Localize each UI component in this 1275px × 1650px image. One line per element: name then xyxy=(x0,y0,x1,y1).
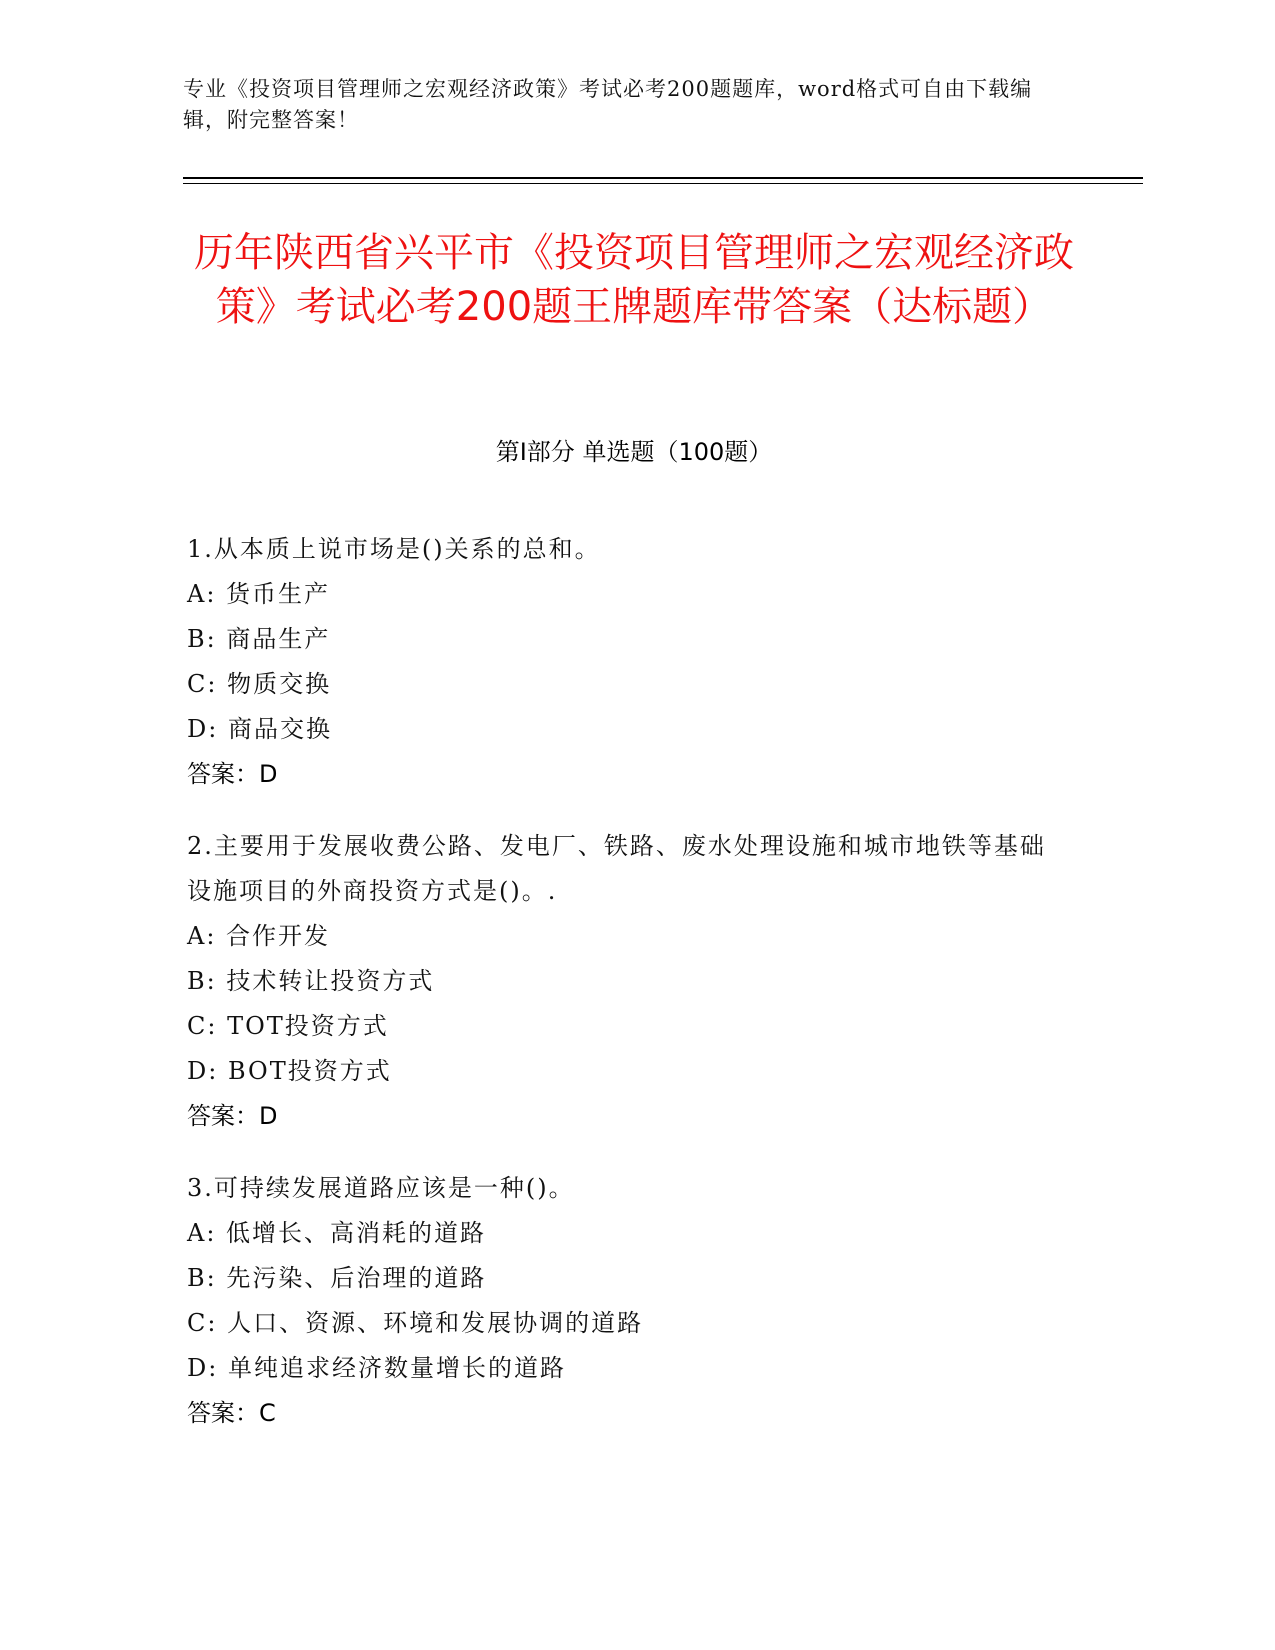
header-note: 专业《投资项目管理师之宏观经济政策》考试必考200题题库，word格式可自由下载编辑，附完整答案！ xyxy=(183,77,1033,132)
answer: 答案：D xyxy=(187,1102,278,1130)
section-title: 第I部分 单选题（100题） xyxy=(495,438,773,466)
header-divider-thick xyxy=(183,177,1143,179)
question-stem: 1.从本质上说市场是()关系的总和。 xyxy=(187,535,601,563)
option-b: B: 先污染、后治理的道路 xyxy=(187,1264,487,1292)
document-title: 历年陕西省兴平市《投资项目管理师之宏观经济政策》考试必考200题王牌题库带答案（达标题） xyxy=(194,230,1074,330)
question-2 xyxy=(187,824,1067,1139)
answer: 答案：D xyxy=(187,760,278,788)
option-c: C: TOT投资方式 xyxy=(187,1012,389,1040)
option-d: D: 商品交换 xyxy=(187,715,332,743)
option-a: A: 合作开发 xyxy=(187,922,331,950)
question-stem: 3.可持续发展道路应该是一种()。 xyxy=(187,1174,575,1202)
answer: 答案：C xyxy=(187,1399,276,1427)
option-a: A: 低增长、高消耗的道路 xyxy=(187,1219,487,1247)
option-d: D: BOT投资方式 xyxy=(187,1057,392,1085)
question-list xyxy=(187,527,1067,1463)
question-3 xyxy=(187,1166,1067,1436)
question-1 xyxy=(187,527,1067,797)
option-a: A: 货币生产 xyxy=(187,580,331,608)
option-d: D: 单纯追求经济数量增长的道路 xyxy=(187,1354,566,1382)
option-b: B: 技术转让投资方式 xyxy=(187,967,435,995)
option-c: C: 人口、资源、环境和发展协调的道路 xyxy=(187,1309,644,1337)
option-c: C: 物质交换 xyxy=(187,670,332,698)
option-b: B: 商品生产 xyxy=(187,625,331,653)
header-divider-thin xyxy=(183,183,1143,184)
question-stem: 2.主要用于发展收费公路、发电厂、铁路、废水处理设施和城市地铁等基础设施项目的外商投资方式是()。. xyxy=(187,832,1046,905)
